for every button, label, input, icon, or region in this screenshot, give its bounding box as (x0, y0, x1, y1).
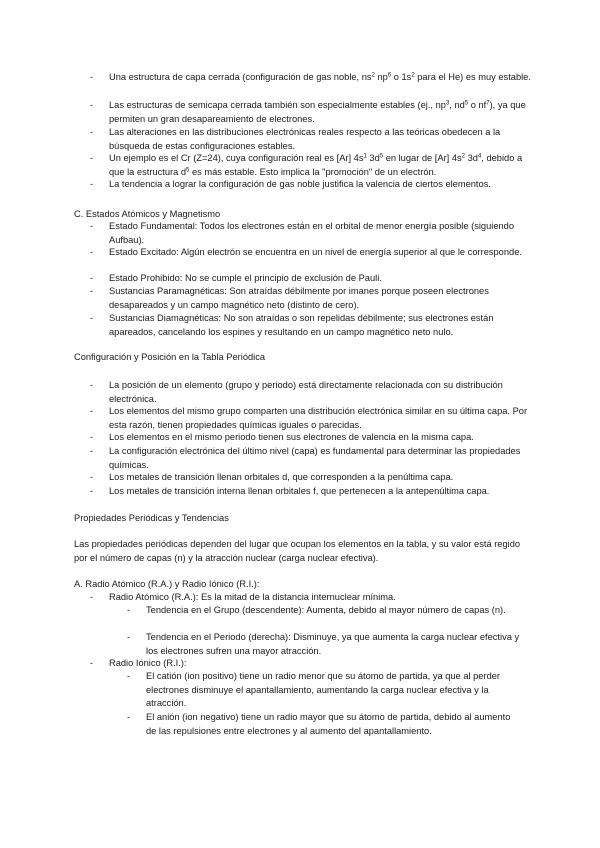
bullet-dash: - (90, 221, 94, 231)
list-item-text: Un ejemplo es el Cr (Z=24), cuya configuración real es [Ar] $4s^1$ $3d^5$ en lugar de [Ar] $4s^2$ $3d^4$, debido a que la estructura $d^5$ es más estable. Esto implica la "promoción" de un electrón. (109, 153, 523, 177)
bullet-dash: - (90, 432, 94, 442)
list-item-text: Estado Excitado: Algún electrón se encuentra en un nivel de energía superior al que le corresponde. (109, 247, 522, 257)
list-item-text: Sustancias Diamagnéticas: No son atraídas o son repelidas débilmente; sus electrones están apareados, cancelando los espines y resultando en un campo magnético neto nulo. (109, 313, 494, 337)
bullet-dash: - (90, 380, 94, 390)
bullet-dash: - (90, 286, 94, 296)
list-item-text: Tendencia en el Periodo (derecha): Disminuye, ya que aumenta la carga nuclear efectiva y los electrones sufren una mayor atracción. (146, 632, 520, 656)
list-item-text: Las estructuras de semicapa cerrada también son especialmente estables (ej., $np^3$, $nd^5$ o $nf^7$), ya que permiten un gran desapareamiento de electrones. (109, 100, 526, 124)
bullet-dash: - (90, 153, 94, 163)
list-item-text: Los elementos del mismo grupo comparten una distribución electrónica similar en su última capa. Por esta razón, tienen propiedades químicas iguales o parecidas. (109, 406, 528, 430)
list-item-text: Estado Prohibido: No se cumple el principio de exclusión de Pauli. (109, 273, 382, 283)
bullet-dash: - (90, 446, 94, 456)
bullet-dash: - (90, 247, 94, 257)
list-item-text: Tendencia en el Grupo (descendente): Aumenta, debido al mayor número de capas (n). (146, 605, 506, 615)
list-item-text: Los elementos en el mismo periodo tienen sus electrones de valencia en la misma capa. (109, 432, 474, 442)
bullet-dash: - (90, 486, 94, 496)
section-paragraph: Las propiedades periódicas dependen del lugar que ocupan los elementos en la tabla, y su valor está regido por el número de capas (n) y la atracción nuclear (carga nuclear efectiva). (74, 539, 521, 563)
list-item-text: Sustancias Paramagnéticas: Son atraídas débilmente por imanes porque poseen electrones desapareados y un campo magnético neto (distinto de cero). (109, 286, 489, 310)
list-item-text: Los metales de transición llenan orbitales d, que corresponden a la penúltima capa. (109, 472, 454, 482)
bullet-dash: - (90, 179, 94, 189)
bullet-dash: - (127, 632, 131, 642)
bullet-dash: - (90, 406, 94, 416)
bullet-dash: - (90, 313, 94, 323)
list-item-text: El anión (ion negativo) tiene un radio mayor que su átomo de partida, debido al aumento de las repulsiones entre electrones y al aumento del apantallamiento. (146, 712, 511, 736)
bullet-dash: - (90, 273, 94, 283)
list-item-text: La configuración electrónica del último nivel (capa) es fundamental para determinar las propiedades químicas. (109, 446, 521, 470)
bullet-dash: - (90, 658, 94, 668)
bullet-dash: - (90, 472, 94, 482)
list-item-text: Los metales de transición interna llenan orbitales f, que pertenecen a la antepenúltima capa. (109, 486, 490, 496)
sub-heading: A. Radio Atómico (R.A.) y Radio Iónico (R.I.): (74, 579, 260, 589)
section-heading: Propiedades Periódicas y Tendencias (74, 513, 229, 523)
section-heading: C. Estados Atómicos y Magnetismo (74, 209, 221, 219)
list-item-text: Radio Iónico (R.I.): (109, 658, 187, 668)
bullet-dash: - (90, 127, 94, 137)
list-item-text: Las alteraciones en las distribuciones electrónicas reales respecto a las teóricas obedecen a la búsqueda de estas configuraciones estables. (109, 127, 501, 151)
list-item-text: La posición de un elemento (grupo y periodo) está directamente relacionada con su distribución electrónica. (109, 380, 503, 404)
bullet-dash: - (90, 72, 94, 82)
bullet-dash: - (127, 712, 131, 722)
bullet-dash: - (90, 592, 94, 602)
bullet-dash: - (90, 100, 94, 110)
list-item-text: La tendencia a lograr la configuración de gas noble justifica la valencia de ciertos elementos. (109, 179, 491, 189)
bullet-dash: - (127, 671, 131, 681)
list-item-text: Una estructura de capa cerrada (configuración de gas noble, $ns^2$ $np^6$ o $1s^2$ para el He) es muy estable. (109, 72, 531, 82)
list-item-text: Radio Atómico (R.A.): Es la mitad de la distancia internuclear mínima. (109, 592, 396, 602)
list-item-text: Estado Fundamental: Todos los electrones están en el orbital de menor energía posible (siguiendo Aufbau). (109, 221, 515, 245)
list-item-text: El catión (ion positivo) tiene un radio menor que su átomo de partida, ya que al perder electrones disminuye el apantallamiento, aumentando la carga nuclear efectiva y la atracción. (146, 671, 501, 708)
section-heading: Configuración y Posición en la Tabla Periódica (74, 352, 266, 362)
bullet-dash: - (127, 605, 131, 615)
